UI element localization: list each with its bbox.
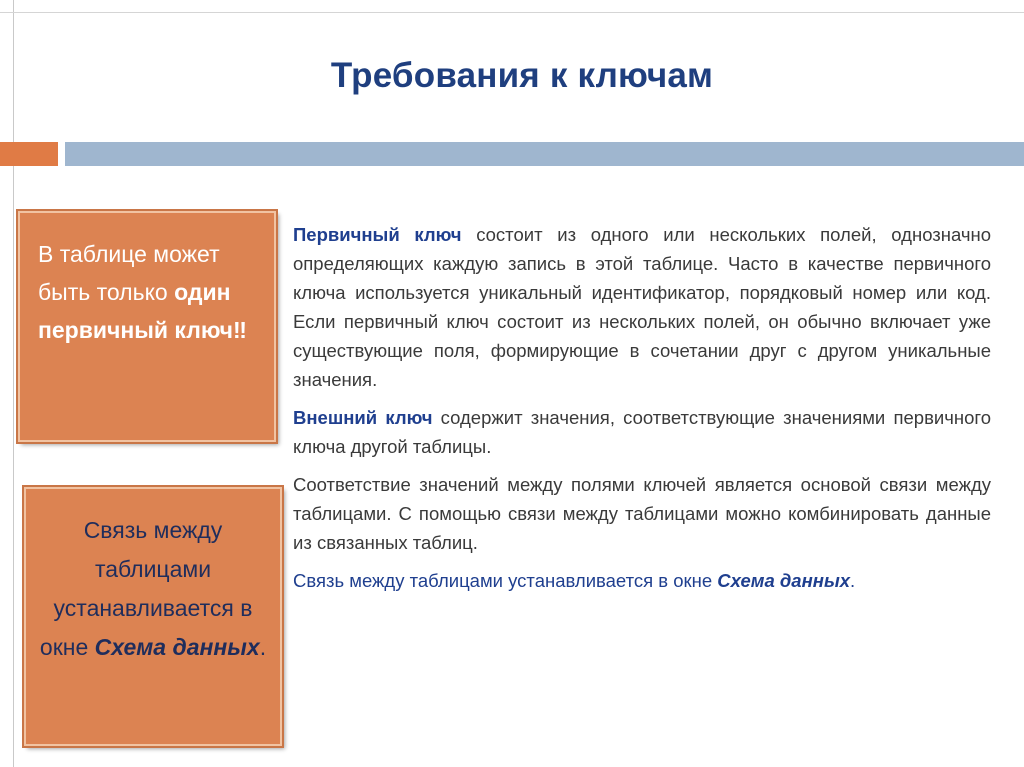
slide-frame-top-line [0, 12, 1024, 13]
callout-two-period: . [259, 634, 267, 660]
accent-bar-blue [65, 142, 1024, 166]
main-content [293, 220, 991, 604]
paragraph-key-matching [293, 470, 991, 557]
paragraph-relationship-emphasis: Схема данных [717, 570, 851, 591]
term-primary-key: Первичный ключ [293, 224, 462, 245]
paragraph-primary-key [293, 220, 991, 394]
paragraph-relationship-text: Связь между таблицами устанавливается в окне [293, 570, 713, 591]
paragraph-relationship-window [293, 566, 991, 595]
paragraph-foreign-key [293, 403, 991, 461]
callout-two-emphasis: Схема данных [94, 634, 260, 660]
callout-two-text: Связь между таблицами устанавливается в окне [39, 517, 253, 660]
callout-one-primary-key [18, 211, 276, 442]
slide-title: Требования к ключам [330, 56, 714, 95]
callout-relationship-window [24, 487, 282, 746]
paragraph-relationship-period: . [850, 570, 856, 591]
callout-one-bold-text: один первичный ключ‼ [38, 279, 247, 343]
paragraph-key-matching-text: Соответствие значений между полями ключей является основой связи между таблицами. С помощью связи между таблицами можно комбинировать данные из связанных таблиц. [293, 474, 991, 553]
callout-one-text: В таблице может быть только [38, 241, 220, 305]
accent-bar-orange [0, 142, 58, 166]
slide-frame-left-line [13, 0, 14, 767]
paragraph-foreign-key-text: содержит значения, соответствующие значениями первичного ключа другой таблицы. [293, 407, 991, 457]
term-foreign-key: Внешний ключ [293, 407, 433, 428]
paragraph-primary-key-text: состоит из одного или нескольких полей, однозначно определяющих каждую запись в этой таблице. Часто в качестве первичного ключа используется уникальный идентификатор, порядковый номер или код. Если первичный ключ состоит из нескольких полей, он обычно включает уже существующие поля, формирующие в сочетании друг с другом уникальные значения. [293, 224, 991, 390]
